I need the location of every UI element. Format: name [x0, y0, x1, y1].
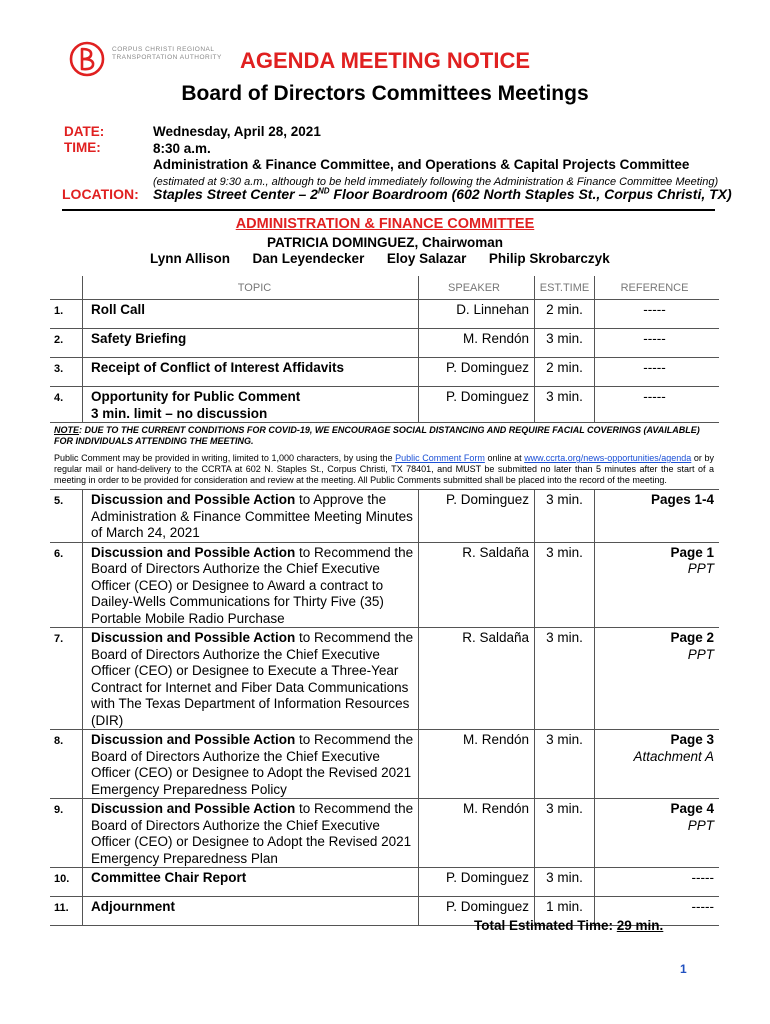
- item-speaker: R. Saldaña: [419, 542, 535, 628]
- item-topic: [83, 490, 419, 543]
- item-reference: [595, 542, 720, 628]
- item-time: 3 min.: [535, 799, 595, 868]
- item-topic-action: Discussion and Possible Action: [91, 544, 296, 560]
- item-speaker: M. Rendón: [419, 730, 535, 799]
- committee-chair: PATRICIA DOMINGUEZ, Chairwoman: [266, 235, 503, 250]
- table-row: [50, 628, 719, 730]
- member-name: Lynn Allison: [150, 251, 230, 266]
- item-topic-action: Discussion and Possible Action: [91, 732, 296, 747]
- item-reference-sub: PPT: [687, 561, 714, 576]
- header-topic: TOPIC: [83, 276, 419, 300]
- item-reference-page: Page 3: [670, 732, 714, 747]
- item-topic-action: Discussion and Possible Action: [91, 801, 296, 816]
- item-topic-description: to Recommend the Board of Directors Authorize the Chief Executive Officer (CEO) or Designee to Execute a Three-Year Contract for Internet and Fiber Data Communications with The Texas Department of Information Resources (DIR): [91, 630, 414, 728]
- page-subtitle: Board of Directors Committees Meetings: [181, 82, 589, 105]
- member-name: Eloy Salazar: [386, 251, 467, 266]
- item-topic: [83, 542, 419, 628]
- item-speaker: M. Rendón: [419, 799, 535, 868]
- organization-name-line1: CORPUS CHRISTI REGIONAL: [112, 46, 215, 53]
- meeting-date: Wednesday, April 28, 2021: [153, 124, 321, 139]
- item-topic: [83, 730, 419, 799]
- table-row: [50, 300, 719, 329]
- item-reference: -----: [595, 387, 720, 423]
- item-reference-sub: Attachment A: [633, 748, 714, 764]
- item-time: 3 min.: [535, 490, 595, 543]
- item-reference: [595, 799, 720, 868]
- item-reference: -----: [595, 358, 720, 387]
- note-heading-text: : DUE TO THE CURRENT CONDITIONS FOR COVID-19, WE ENCOURAGE SOCIAL DISTANCING AND REQUIRE FACIAL COVERINGS (AVAILABLE) FOR INDIVIDUALS ATTENDING THE MEETING.: [54, 425, 700, 446]
- item-topic-description: to Recommend the Board of Directors Authorize the Chief Executive Officer (CEO) or Designee to Adopt the Revised 2021 Emergency Preparedness Policy: [91, 732, 414, 797]
- item-number: 7.: [50, 628, 83, 730]
- page-number: 1: [680, 962, 687, 976]
- header-speaker: SPEAKER: [419, 276, 535, 300]
- item-number: 3.: [50, 358, 83, 387]
- location-label: LOCATION:: [62, 186, 139, 202]
- header-time: EST.TIME: [535, 276, 595, 300]
- item-speaker: P. Dominguez: [419, 868, 535, 897]
- location-superscript: ND: [317, 186, 330, 196]
- item-reference: -----: [595, 329, 720, 358]
- item-reference: Pages 1-4: [595, 490, 720, 543]
- item-reference: -----: [595, 897, 720, 926]
- item-topic: [83, 387, 419, 423]
- item-topic-description: to Approve the Administration & Finance Committee Meeting Minutes of March 24, 2021: [91, 492, 413, 540]
- note-row: [50, 423, 719, 490]
- page-title: AGENDA MEETING NOTICE: [239, 48, 531, 73]
- item-time: 1 min.: [535, 897, 595, 926]
- committee-title: ADMINISTRATION & FINANCE COMMITTEE: [235, 216, 535, 232]
- header-reference: REFERENCE: [595, 276, 720, 300]
- item-time: 3 min.: [535, 628, 595, 730]
- table-header-row: [50, 276, 719, 300]
- meeting-estimate-note: (estimated at 9:30 a.m., although to be held immediately following the Administration & Finance Committee Meeting): [153, 176, 719, 188]
- item-topic-action: Discussion and Possible Action: [91, 630, 296, 645]
- note-label: NOTE: [54, 425, 80, 435]
- item-reference-sub: PPT: [687, 817, 714, 833]
- item-number: 5.: [50, 490, 83, 543]
- item-topic: Safety Briefing: [83, 329, 419, 358]
- item-topic-line1: Opportunity for Public Comment: [91, 389, 301, 404]
- item-number: 9.: [50, 799, 83, 868]
- item-speaker: P. Dominguez: [419, 490, 535, 543]
- agenda-url-link[interactable]: www.ccrta.org/news-opportunities/agenda: [524, 453, 692, 463]
- table-row: [50, 868, 719, 897]
- item-time: 3 min.: [535, 868, 595, 897]
- total-estimated-time: [474, 918, 663, 933]
- item-topic: Adjournment: [83, 897, 419, 926]
- item-speaker: P. Dominguez: [419, 387, 535, 423]
- item-topic-line2: 3 min. limit – no discussion: [91, 405, 268, 421]
- table-row: [50, 490, 719, 543]
- item-time: 3 min.: [535, 329, 595, 358]
- item-number: 8.: [50, 730, 83, 799]
- item-number: 10.: [50, 868, 83, 897]
- note-body-text: or by regular mail or hand-delivery to the CCRTA at 602 N. Staples St., Corpus Christi, TX 78401, and MUST be submitted no later than 5 minutes after the start of a meeting in order to be provided for consideration and review at the meeting. All Public Comments submitted shall be placed into the record of the meeting.: [54, 453, 714, 485]
- total-label: Total Estimated Time:: [474, 918, 617, 933]
- agenda-table: [50, 276, 719, 926]
- item-speaker: P. Dominguez: [419, 897, 535, 926]
- meeting-time: 8:30 a.m.: [153, 141, 211, 156]
- item-time: 3 min.: [535, 542, 595, 628]
- table-row: [50, 730, 719, 799]
- item-time: 2 min.: [535, 358, 595, 387]
- total-value: 29 min.: [616, 918, 664, 933]
- item-number: 6.: [50, 542, 83, 628]
- item-speaker: D. Linnehan: [419, 300, 535, 329]
- item-reference: [595, 628, 720, 730]
- item-time: 2 min.: [535, 300, 595, 329]
- note-body-text: online at: [484, 453, 525, 463]
- item-number: 4.: [50, 387, 83, 423]
- item-reference: [595, 730, 720, 799]
- item-time: 3 min.: [535, 730, 595, 799]
- item-topic: Roll Call: [83, 300, 419, 329]
- date-label: DATE:: [64, 124, 105, 139]
- table-row: [50, 329, 719, 358]
- item-topic-action: Discussion and Possible Action: [91, 492, 296, 507]
- item-topic: Committee Chair Report: [83, 868, 419, 897]
- header-num: [50, 276, 83, 300]
- item-speaker: P. Dominguez: [419, 358, 535, 387]
- meeting-location: [153, 186, 732, 202]
- item-speaker: M. Rendón: [419, 329, 535, 358]
- item-topic-description: to Recommend the Board of Directors Authorize the Chief Executive Officer (CEO) or Designee to Award a contract to Dailey-Wells Communications for Thirty Five (35) Portable Mobile Radio Purchase: [91, 544, 414, 626]
- header-divider: [62, 209, 715, 211]
- item-topic: Receipt of Conflict of Interest Affidavits: [83, 358, 419, 387]
- item-reference-page: Page 4: [670, 801, 714, 816]
- table-row: [50, 542, 719, 628]
- time-label: TIME:: [64, 140, 101, 155]
- location-prefix: Staples Street Center – 2: [153, 186, 318, 202]
- item-time: 3 min.: [535, 387, 595, 423]
- covid-note: [50, 423, 719, 490]
- table-row: [50, 799, 719, 868]
- member-name: Dan Leyendecker: [252, 251, 365, 266]
- organization-name-line2: TRANSPORTATION AUTHORITY: [112, 54, 222, 61]
- item-topic: [83, 799, 419, 868]
- note-body-text: Public Comment may be provided in writing, limited to 1,000 characters, by using the: [54, 453, 396, 463]
- committee-members: [150, 251, 610, 266]
- table-row: [50, 387, 719, 423]
- item-topic-description: to Recommend the Board of Directors Authorize the Chief Executive Officer (CEO) or Designee to Adopt the Revised 2021 Emergency Preparedness Plan: [91, 801, 414, 866]
- item-number: 1.: [50, 300, 83, 329]
- note-body: [54, 453, 714, 486]
- public-comment-form-link[interactable]: Public Comment Form: [395, 453, 485, 463]
- note-heading: [54, 425, 714, 447]
- item-reference-page: Page 1: [670, 544, 714, 560]
- item-reference: -----: [595, 300, 720, 329]
- item-topic: [83, 628, 419, 730]
- item-reference-page: Page 2: [670, 630, 714, 645]
- table-row: [50, 358, 719, 387]
- item-reference-sub: PPT: [687, 646, 714, 662]
- item-speaker: R. Saldaña: [419, 628, 535, 730]
- item-number: 2.: [50, 329, 83, 358]
- meeting-committees: Administration & Finance Committee, and Operations & Capital Projects Committee: [153, 157, 690, 172]
- item-number: 11.: [50, 897, 83, 926]
- item-reference: -----: [595, 868, 720, 897]
- location-suffix: Floor Boardroom (602 North Staples St., Corpus Christi, TX): [329, 186, 732, 202]
- member-name: Philip Skrobarczyk: [488, 251, 610, 266]
